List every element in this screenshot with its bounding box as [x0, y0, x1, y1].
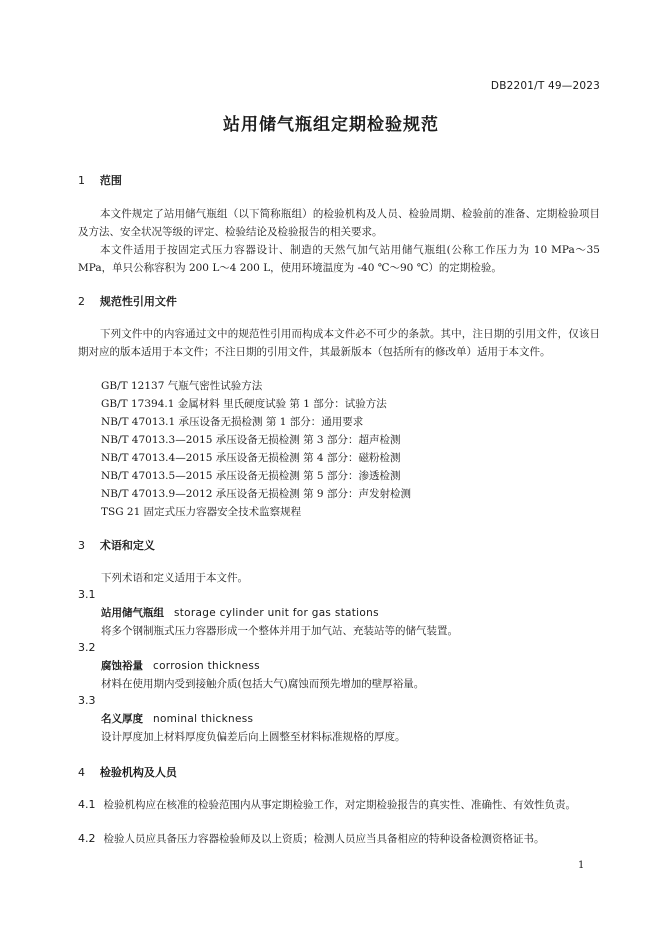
- section-heading-terms: [78, 537, 155, 553]
- term-english: storage cylinder unit for gas stations: [174, 607, 379, 619]
- page-number: 1: [578, 860, 585, 871]
- reference-item: GB/T 12137 气瓶气密性试验方法: [101, 380, 263, 392]
- clause-4-2: [78, 830, 600, 848]
- references-intro: 下列文件中的内容通过文中的规范性引用而构成本文件必不可少的条款。其中，注日期的引用文件，仅该日期对应的版本适用于本文件；不注日期的引用文件，其最新版本（包括所有的修改单）适用于本文件。: [78, 328, 600, 358]
- clause-number: 4.1: [78, 798, 96, 811]
- reference-item: NB/T 47013.1 承压设备无损检测 第 1 部分：通用要求: [101, 416, 364, 428]
- term-title: [101, 605, 379, 620]
- section-number: 4: [78, 766, 85, 779]
- reference-item: NB/T 47013.5—2015 承压设备无损检测 第 5 部分：渗透检测: [101, 470, 401, 482]
- term-definition: 材料在使用期内受到接触介质(包括大气)腐蚀而预先增加的壁厚裕量。: [101, 678, 425, 690]
- reference-item: NB/T 47013.3—2015 承压设备无损检测 第 3 部分：超声检测: [101, 434, 401, 446]
- clause-text: 检验机构应在核准的检验范围内从事定期检验工作，对定期检验报告的真实性、准确性、有效性负责。: [103, 799, 576, 811]
- reference-item: NB/T 47013.9—2012 承压设备无损检测 第 9 部分：声发射检测: [101, 488, 411, 500]
- section-number: 2: [78, 295, 85, 308]
- term-english: corrosion thickness: [153, 660, 260, 672]
- reference-item: GB/T 17394.1 金属材料 里氏硬度试验 第 1 部分：试验方法: [101, 398, 387, 410]
- term-chinese: 腐蚀裕量: [101, 660, 143, 672]
- term-number: 3.3: [78, 694, 96, 707]
- clause-4-1: [78, 796, 600, 814]
- section-heading-scope: [78, 172, 122, 188]
- section-title: 规范性引用文件: [99, 295, 177, 308]
- section-number: 1: [78, 174, 85, 187]
- terms-intro: 下列术语和定义适用于本文件。: [101, 572, 248, 584]
- term-definition: 设计厚度加上材料厚度负偏差后向上圆整至材料标准规格的厚度。: [101, 731, 406, 743]
- clause-text: 检验人员应具备压力容器检验师及以上资质；检测人员应当具备相应的特种设备检测资格证书。: [103, 833, 545, 845]
- section-heading-inspection-bodies: [78, 764, 177, 780]
- scope-paragraph-1: 本文件规定了站用储气瓶组（以下简称瓶组）的检验机构及人员、检验周期、检验前的准备、定期检验项目及方法、安全状况等级的评定、检验结论及检验报告的相关要求。: [78, 208, 600, 238]
- section-title: 检验机构及人员: [99, 766, 177, 779]
- term-title: [101, 658, 260, 673]
- clause-number: 4.2: [78, 832, 96, 845]
- section-heading-normative-references: [78, 293, 177, 309]
- term-number: 3.1: [78, 588, 96, 601]
- section-title: 范围: [99, 174, 122, 187]
- section-title: 术语和定义: [99, 539, 155, 552]
- reference-item: TSG 21 固定式压力容器安全技术监察规程: [101, 506, 302, 518]
- term-definition: 将多个钢制瓶式压力容器形成一个整体并用于加气站、充装站等的储气装置。: [101, 625, 458, 637]
- term-number: 3.2: [78, 641, 96, 654]
- term-chinese: 名义厚度: [101, 713, 143, 725]
- term-english: nominal thickness: [153, 713, 254, 725]
- reference-item: NB/T 47013.4—2015 承压设备无损检测 第 4 部分：磁粉检测: [101, 452, 401, 464]
- document-code: DB2201/T 49—2023: [490, 80, 600, 92]
- scope-paragraph-2: 本文件适用于按固定式压力容器设计、制造的天然气加气站用储气瓶组(公称工作压力为 10 MPa～35 MPa，单只公称容积为 200 L～4 200 L，使用环境温度为 -40 ℃～90 ℃）的定期检验。: [78, 244, 600, 274]
- term-chinese: 站用储气瓶组: [101, 607, 164, 619]
- term-title: [101, 711, 253, 726]
- section-number: 3: [78, 539, 85, 552]
- document-title: 站用储气瓶组定期检验规范: [223, 115, 439, 135]
